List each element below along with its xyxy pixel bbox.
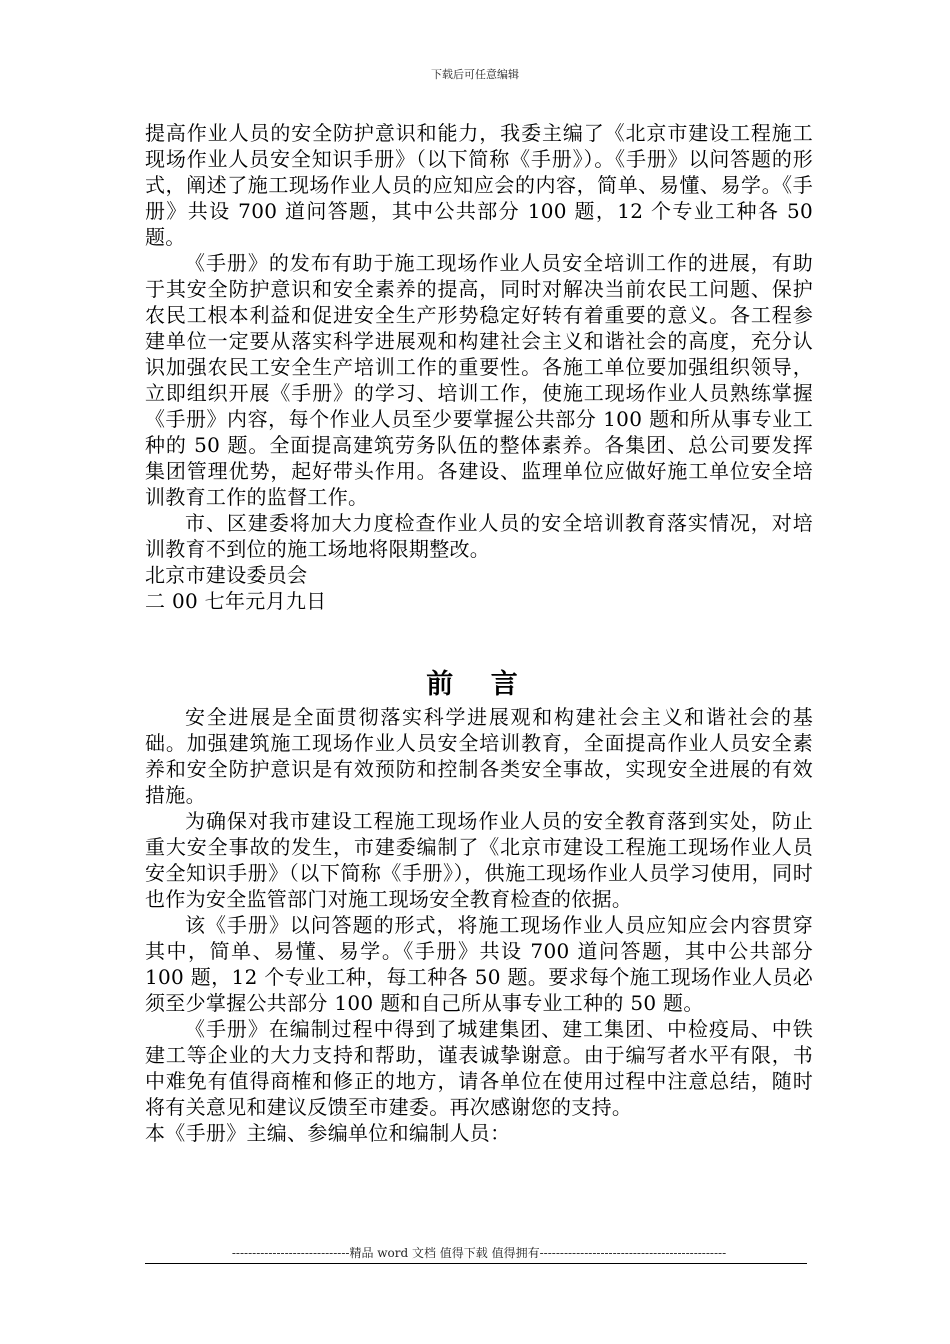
preface-paragraph-3: 该《手册》以问答题的形式，将施工现场作业人员应知应会内容贯穿其中，简单、易懂、易学。《手册》共设 700 道问答题，其中公共部分 100 题，12 个专业工种，每工种各 50 题。要求每个施工现场作业人员必须至少掌握公共部分 100 题和自己所从事专业工种的 50 题。: [145, 913, 813, 1015]
preface-title: 前 言: [426, 669, 532, 700]
page-header: 下载后可任意编辑: [431, 68, 519, 81]
preface-paragraph-1: 安全进展是全面贯彻落实科学进展观和构建社会主义和谐社会的基础。加强建筑施工现场作业人员安全培训教育，全面提高作业人员安全素养和安全防护意识是有效预防和控制各类安全事故，实现安全进展的有效措施。: [145, 705, 813, 807]
preface-paragraph-2: 为确保对我市建设工程施工现场作业人员的安全教育落到实处，防止重大安全事故的发生，市建委编制了《北京市建设工程施工现场作业人员安全知识手册》（以下简称《手册》），供施工现场作业人员学习使用，同时也作为安全监管部门对施工现场安全教育检查的依据。: [145, 809, 813, 911]
preface-paragraph-5: 本《手册》主编、参编单位和编制人员：: [145, 1121, 511, 1145]
signature-org: 北京市建设委员会: [145, 563, 308, 587]
page-footer: -----------------------------精品 word 文档 值得下载 值得拥有----------------------------------------------: [231, 1246, 727, 1260]
footer-divider: [145, 1263, 807, 1264]
document-body: [145, 120, 813, 1146]
body-paragraph-2: 《手册》的发布有助于施工现场作业人员安全培训工作的进展，有助于其安全防护意识和安全素养的提高，同时对解决当前农民工问题、保护农民工根本利益和促进安全生产形势稳定好转有着重要的意义。各工程参建单位一定要从落实科学进展观和构建社会主义和谐社会的高度，充分认识加强农民工安全生产培训工作的重要性。各施工单位要加强组织领导，立即组织开展《手册》的学习、培训工作，使施工现场作业人员熟练掌握《手册》内容，每个作业人员至少要掌握公共部分 100 题和所从事专业工种的 50 题。全面提高建筑劳务队伍的整体素养。各集团、总公司要发挥集团管理优势，起好带头作用。各建设、监理单位应做好施工单位安全培训教育工作的监督工作。: [145, 251, 813, 509]
signature-date: 二 00 七年元月九日: [145, 589, 327, 613]
body-paragraph-3: 市、区建委将加大力度检查作业人员的安全培训教育落实情况，对培训教育不到位的施工场地将限期整改。: [145, 511, 813, 561]
preface-paragraph-4: 《手册》在编制过程中得到了城建集团、建工集团、中检疫局、中铁建工等企业的大力支持和帮助，谨表诚挚谢意。由于编写者水平有限，书中难免有值得商榷和修正的地方，请各单位在使用过程中注意总结，随时将有关意见和建议反馈至市建委。再次感谢您的支持。: [145, 1017, 813, 1119]
body-paragraph-1: 提高作业人员的安全防护意识和能力，我委主编了《北京市建设工程施工现场作业人员安全知识手册》（以下简称《手册》）。《手册》以问答题的形式，阐述了施工现场作业人员的应知应会的内容，简单、易懂、易学。《手册》共设 700 道问答题，其中公共部分 100 题，12 个专业工种各 50 题。: [145, 121, 813, 249]
